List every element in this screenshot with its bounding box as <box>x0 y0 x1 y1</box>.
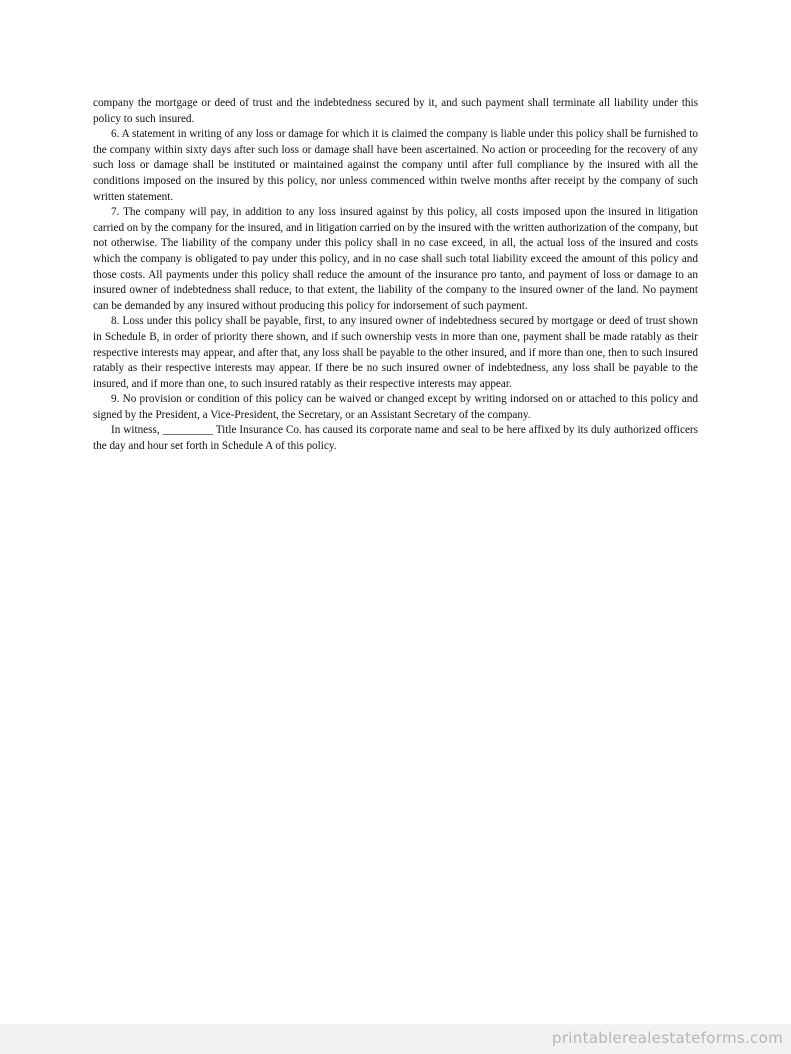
footer-brand-link[interactable]: printablerealestateforms.com <box>552 1029 783 1047</box>
paragraph-witness: In witness, _________ Title Insurance Co. has caused its corporate name and seal to be here affixed by its duly authorized officers the day and hour set forth in Schedule A of this policy. <box>93 424 698 453</box>
footer-bar <box>0 1024 791 1054</box>
paragraph-clause-8: 8. Loss under this policy shall be payable, first, to any insured owner of indebtedness secured by mortgage or deed of trust shown in Schedule B, in order of priority there shown, and if such ownership vests in more than one, payment shall be made ratably as their respective interests may appear, and after that, any loss shall be payable to the other insured, and if more than one, then to such insured ratably as their respective interests may appear. If there be no such insured owner of indebtedness, any loss shall be payable to the insured, and if more than one, to such insured ratably as their respective interests may appear. <box>93 315 698 390</box>
paragraph-clause-7: 7. The company will pay, in addition to any loss insured against by this policy, all costs imposed upon the insured in litigation carried on by the company for the insured, and in litigation carried on by the insured with the written authorization of the company, but not otherwise. The liability of the company under this policy shall in no case exceed, in all, the actual loss of the insured and costs which the company is obligated to pay under this policy, and in no case shall such total liability exceed the amount of this policy and those costs. All payments under this policy shall reduce the amount of the insurance pro tanto, and payment of loss or damage to an insured owner of indebtedness shall reduce, to that extent, the liability of the company to the insured owner of the land. No payment can be demanded by any insured without producing this policy for indorsement of such payment. <box>93 206 698 312</box>
document-body <box>93 96 698 455</box>
paragraph-continuation: company the mortgage or deed of trust and the indebtedness secured by it, and such payment shall terminate all liability under this policy to such insured. <box>93 97 698 125</box>
paragraph-clause-9: 9. No provision or condition of this policy can be waived or changed except by writing indorsed on or attached to this policy and signed by the President, a Vice-President, the Secretary, or an Assistant Secretary of the company. <box>93 393 698 421</box>
paragraph-clause-6: 6. A statement in writing of any loss or damage for which it is claimed the company is liable under this policy shall be furnished to the company within sixty days after such loss or damage shall have been ascertained. No action or proceeding for the recovery of any such loss or damage shall be instituted or maintained against the company until after full compliance by the insured with all the conditions imposed on the insured by this policy, nor unless commenced within twelve months after receipt by the company of such written statement. <box>93 128 698 203</box>
